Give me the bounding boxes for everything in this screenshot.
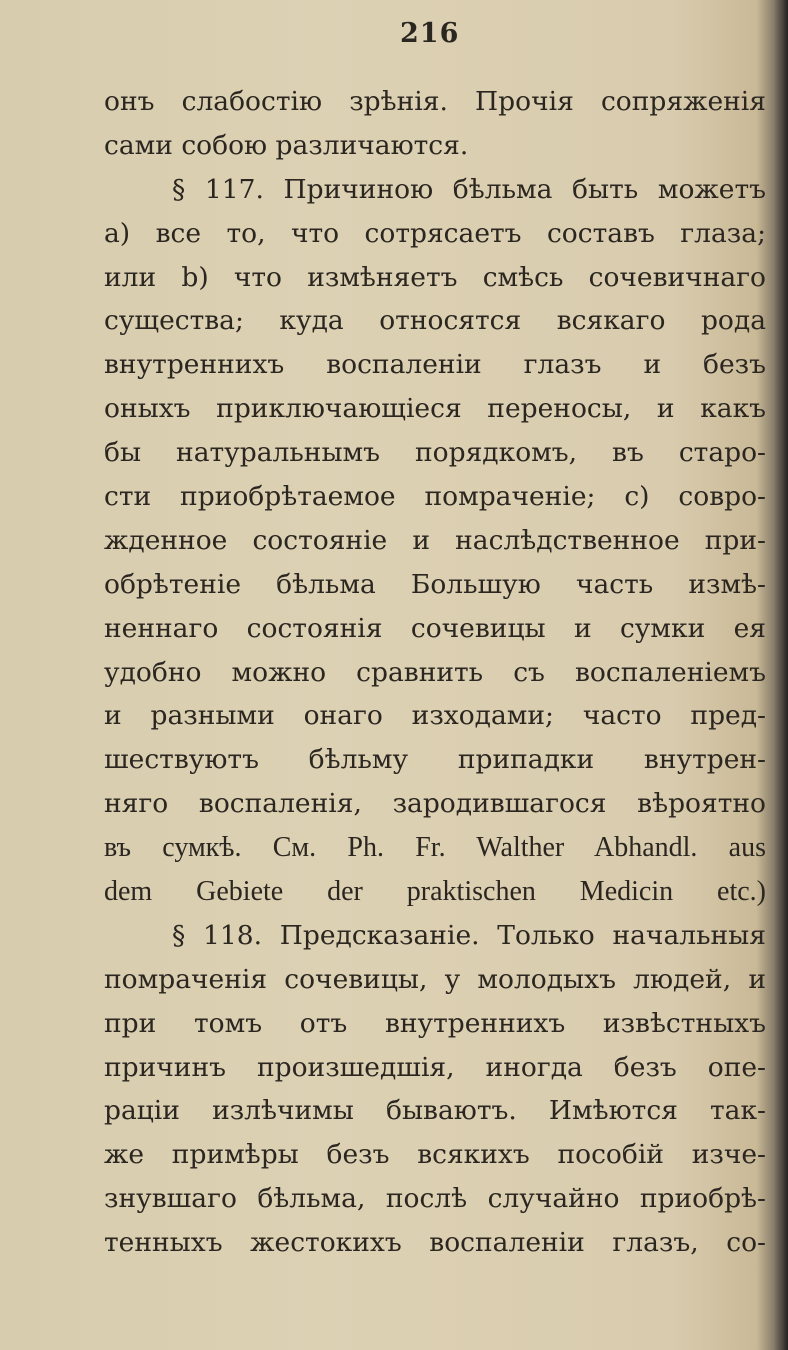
text-line: внутреннихъ воспаленіи глазъ и безъ: [104, 349, 766, 381]
text-line: раціи излѣчимы бываютъ. Имѣются так-: [104, 1095, 766, 1127]
citation-line: dem Gebiete der praktischen Medicin etc.): [104, 876, 766, 908]
text-line: оныхъ приключающіеся переносы, и какъ: [104, 393, 766, 425]
citation-line: въ сумкѣ. См. Ph. Fr. Walther Abhandl. aus: [104, 832, 766, 864]
page-edge-shadow: [774, 0, 788, 1350]
text-line: тенныхъ жестокихъ воспаленіи глазъ, со-: [104, 1227, 766, 1259]
text-line: и разными онаго изходами; часто пред-: [104, 700, 766, 732]
text-line: же примѣры безъ всякихъ пособій изче-: [104, 1139, 766, 1171]
section-118-heading-line: § 118. Предсказаніе. Только начальныя: [172, 919, 766, 951]
text-line: сами собою различаются.: [104, 129, 469, 161]
text-line: удобно можно сравнить съ воспаленіемъ: [104, 656, 766, 688]
text-line: жденное состояніе и наслѣдственное при-: [104, 524, 766, 556]
text-line: обрѣтеніе бѣльма Большую часть измѣ-: [104, 568, 766, 600]
text-line: существа; куда относятся всякаго рода: [104, 305, 766, 337]
text-line: причинъ произшедшія, иногда безъ опе-: [104, 1051, 766, 1083]
section-117-heading-line: § 117. Причиною бѣльма быть можетъ: [172, 173, 766, 205]
text-line: шествуютъ бѣльму припадки внутрен-: [104, 744, 766, 776]
text-line: при томъ отъ внутреннихъ извѣстныхъ: [104, 1007, 766, 1039]
page-number: 216: [400, 18, 460, 49]
text-line: а) все то, что сотрясаетъ составъ глаза;: [104, 217, 766, 249]
text-line: сти приобрѣтаемое помраченіе; с) совро-: [104, 481, 766, 513]
text-line: няго воспаленія, зародившагося вѣроятно: [104, 788, 766, 820]
text-line: онъ слабостію зрѣнія. Прочія сопряженія: [104, 86, 766, 117]
text-line: знувшаго бѣльма, послѣ случайно приобрѣ-: [104, 1183, 766, 1215]
text-line: неннаго состоянія сочевицы и сумки ея: [104, 612, 766, 644]
text-line: или b) что измѣняетъ смѣсь сочевичнаго: [104, 261, 766, 293]
text-line: бы натуральнымъ порядкомъ, въ старо-: [104, 437, 766, 469]
body-text: [104, 80, 766, 1265]
text-line: помраченія сочевицы, у молодыхъ людей, и: [104, 963, 766, 995]
